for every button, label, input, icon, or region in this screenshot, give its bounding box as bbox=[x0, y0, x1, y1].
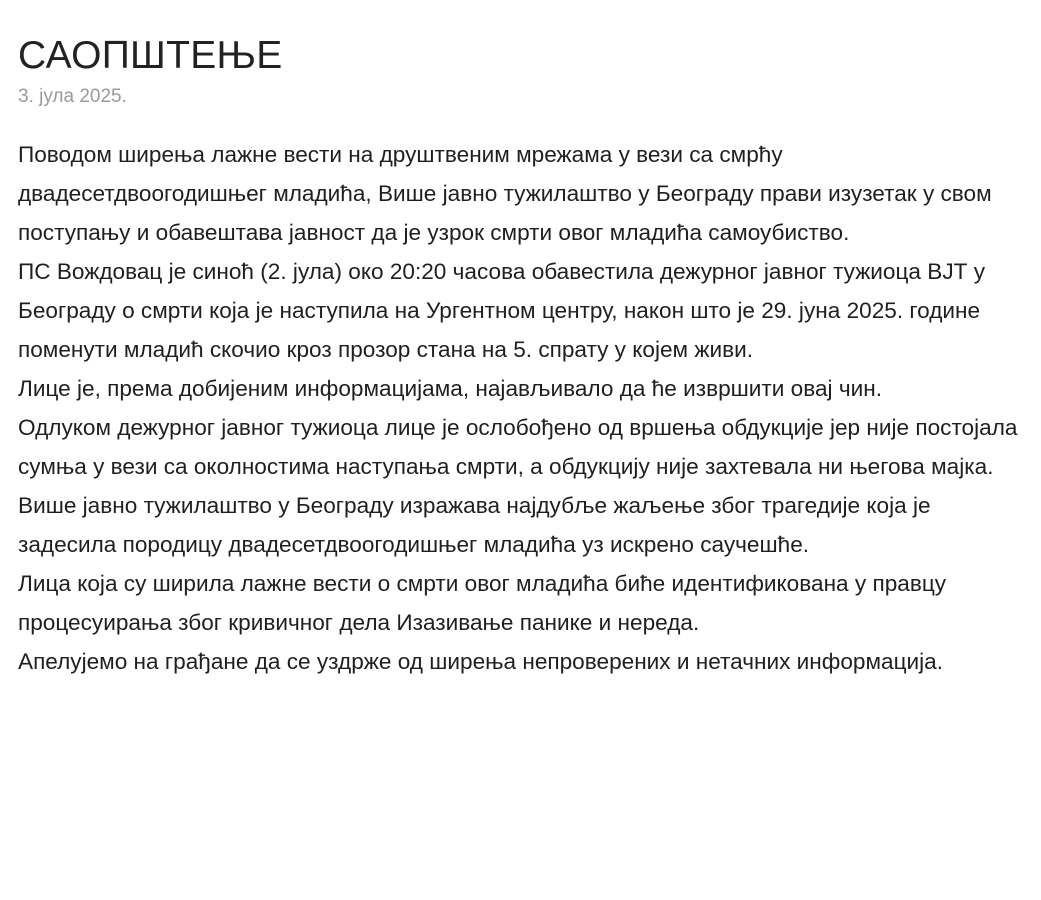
paragraph-prosecution: Лица која су ширила лажне вести о смрти овог младића биће идентификована у правцу процесуирања због кривичног дела Изазивање панике и нереда. bbox=[18, 571, 947, 635]
page-title: САОПШТЕЊЕ bbox=[18, 34, 283, 77]
paragraph-autopsy-decision: Одлуком дежурног јавног тужиоца лице је ослобођено од вршења обдукције јер није постојала сумња у вези са околностима наступања смрти, а обдукцију није захтевала ни његова мајка. bbox=[18, 415, 1018, 479]
paragraph-condolences: Више јавно тужилаштво у Београду изражава најдубље жаљење због трагедије која је задесила породицу двадесетдвоогодишњег младића уз искрено саучешће. bbox=[18, 493, 931, 557]
paragraph-rumor-statement: Поводом ширења лажне вести на друштвеним мрежама у вези са смрћу двадесетдвоогодишњег младића, Више јавно тужилаштво у Београду прави изузетак у свом поступању и обавештава јавност да је узрок смрти овог младића самоубиство. bbox=[18, 142, 992, 245]
publish-date: 3. јула 2025. bbox=[18, 86, 127, 107]
article-body bbox=[18, 135, 1023, 681]
paragraph-appeal: Апелујемо на грађане да се уздрже од ширења непроверених и нетачних информација. bbox=[18, 649, 944, 674]
paragraph-announcement: Лице је, према добијеним информацијама, најављивало да ће извршити овај чин. bbox=[18, 376, 883, 401]
paragraph-police-report: ПС Вождовац је синоћ (2. јула) око 20:20 часова обавестила дежурног јавног тужиоца ВЈТ у Београду о смрти која је наступила на Ургентном центру, након што је 29. јуна 2025. године поменути младић скочио кроз прозор стана на 5. спрату у којем живи. bbox=[18, 259, 986, 362]
